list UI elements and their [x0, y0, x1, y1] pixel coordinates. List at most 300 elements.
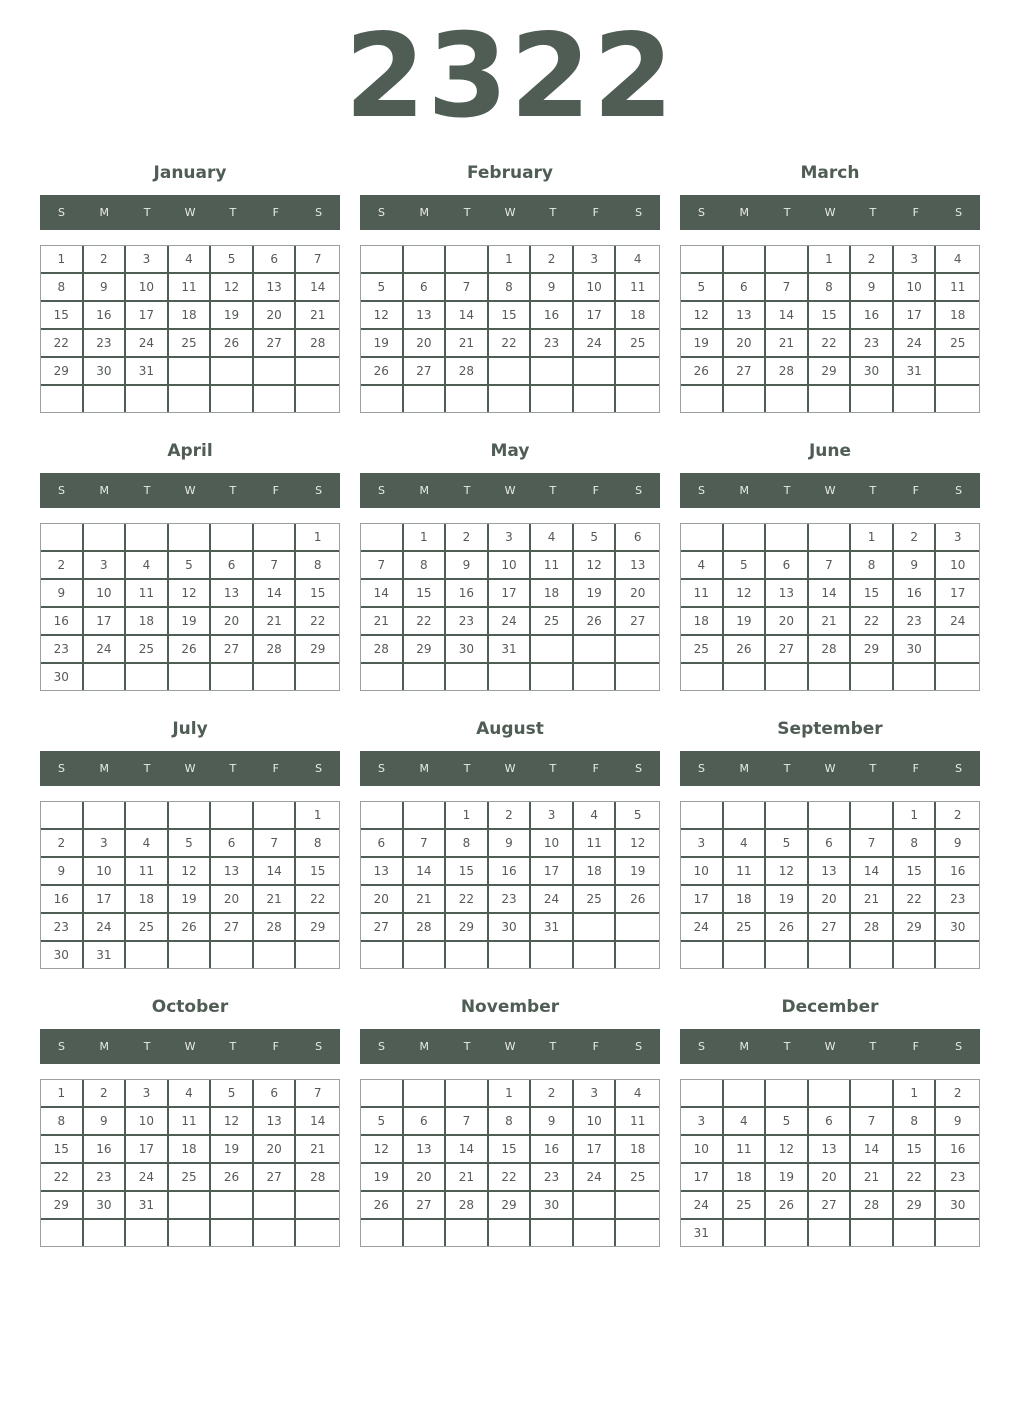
day-cell: 25: [574, 886, 617, 914]
day-cell: 10: [574, 274, 617, 302]
day-cell: [404, 942, 447, 968]
day-cell: [446, 386, 489, 412]
day-cell: 13: [361, 858, 404, 886]
day-cell: 24: [489, 608, 532, 636]
day-cell: 17: [84, 608, 127, 636]
day-cell: 19: [361, 330, 404, 358]
day-cell: 25: [724, 1192, 767, 1220]
day-cell: 14: [254, 858, 297, 886]
day-cell: 8: [404, 552, 447, 580]
weekday-label: F: [592, 206, 599, 219]
day-cell: 5: [574, 524, 617, 552]
day-cell: [936, 942, 979, 968]
weekday-label: F: [912, 206, 919, 219]
weekday-label: T: [229, 484, 237, 497]
day-cell: 30: [936, 914, 979, 942]
day-cell: [531, 636, 574, 664]
day-cell: 7: [296, 246, 339, 274]
day-cell: [616, 636, 659, 664]
day-cell: 12: [681, 302, 724, 330]
weekday-label: F: [912, 1040, 919, 1053]
day-cell: [809, 386, 852, 412]
weekday-label: S: [955, 484, 963, 497]
day-cell: 6: [361, 830, 404, 858]
weekday-label: T: [549, 484, 557, 497]
day-cell: 7: [809, 552, 852, 580]
day-cell: [574, 914, 617, 942]
day-cell: [766, 802, 809, 830]
day-cell: [766, 1220, 809, 1246]
weekday-label: F: [272, 484, 279, 497]
day-cell: 13: [809, 858, 852, 886]
day-cell: 1: [489, 246, 532, 274]
day-cell: 23: [84, 1164, 127, 1192]
weekday-label: W: [824, 206, 836, 219]
day-cell: [681, 664, 724, 690]
day-cell: 26: [724, 636, 767, 664]
day-cell: 1: [296, 802, 339, 830]
day-cell: 15: [296, 858, 339, 886]
day-cell: 20: [616, 580, 659, 608]
day-cell: 17: [681, 886, 724, 914]
month-title: January: [153, 163, 227, 183]
day-cell: 26: [361, 358, 404, 386]
day-cell: 7: [446, 274, 489, 302]
day-cell: 18: [724, 886, 767, 914]
day-cell: 4: [126, 552, 169, 580]
weekday-label: S: [57, 762, 65, 775]
day-cell: 1: [446, 802, 489, 830]
day-cell: 13: [211, 580, 254, 608]
day-cell: 9: [84, 274, 127, 302]
weekday-label: M: [99, 762, 110, 775]
day-cell: 10: [489, 552, 532, 580]
day-cell: 2: [41, 552, 84, 580]
day-cell: 7: [851, 830, 894, 858]
day-cell: [894, 386, 937, 412]
weekday-label: T: [549, 206, 557, 219]
day-cell: 27: [404, 1192, 447, 1220]
day-cell: 5: [766, 830, 809, 858]
day-cell: 13: [254, 274, 297, 302]
day-cell: [404, 1220, 447, 1246]
weekday-label: F: [592, 762, 599, 775]
day-cell: 29: [41, 358, 84, 386]
day-cell: 20: [404, 1164, 447, 1192]
day-cell: 30: [84, 1192, 127, 1220]
day-cell: [169, 386, 212, 412]
day-cell: 10: [681, 1136, 724, 1164]
day-cell: [361, 386, 404, 412]
weekday-label: W: [504, 762, 516, 775]
day-cell: 23: [531, 1164, 574, 1192]
day-cell: [574, 1220, 617, 1246]
day-cell: 6: [809, 1108, 852, 1136]
day-cell: 3: [489, 524, 532, 552]
day-cell: [126, 1220, 169, 1246]
day-cell: 30: [531, 1192, 574, 1220]
weekday-label: S: [377, 484, 385, 497]
day-cell: [361, 802, 404, 830]
day-cell: 24: [84, 636, 127, 664]
day-cell: [489, 358, 532, 386]
day-cell: 28: [851, 1192, 894, 1220]
day-cell: 12: [169, 858, 212, 886]
day-cell: 14: [446, 302, 489, 330]
day-cell: 20: [809, 1164, 852, 1192]
day-cell: 8: [489, 1108, 532, 1136]
day-cell: 23: [84, 330, 127, 358]
day-cell: 4: [126, 830, 169, 858]
day-cell: 29: [296, 636, 339, 664]
day-cell: [681, 246, 724, 274]
day-cell: [574, 386, 617, 412]
day-cell: 24: [681, 914, 724, 942]
day-cell: 11: [574, 830, 617, 858]
day-cell: 5: [169, 552, 212, 580]
day-cell: 18: [574, 858, 617, 886]
day-cell: [616, 1220, 659, 1246]
day-cell: 9: [894, 552, 937, 580]
day-cell: [809, 524, 852, 552]
day-cell: 11: [936, 274, 979, 302]
day-cell: [616, 664, 659, 690]
day-cell: 6: [211, 830, 254, 858]
day-cell: [766, 386, 809, 412]
day-cell: 13: [724, 302, 767, 330]
day-cell: 18: [169, 1136, 212, 1164]
day-cell: 21: [361, 608, 404, 636]
day-cell: 2: [84, 246, 127, 274]
day-cell: 3: [894, 246, 937, 274]
day-cell: 24: [936, 608, 979, 636]
day-cell: [851, 942, 894, 968]
day-cell: [169, 664, 212, 690]
weekday-label: F: [272, 206, 279, 219]
day-cell: [169, 1192, 212, 1220]
weekday-label: T: [869, 1040, 877, 1053]
day-cell: [574, 664, 617, 690]
day-cell: 10: [126, 274, 169, 302]
day-cell: 14: [296, 1108, 339, 1136]
day-cell: [169, 524, 212, 552]
day-cell: [361, 1220, 404, 1246]
day-cell: 23: [489, 886, 532, 914]
day-cell: 5: [361, 1108, 404, 1136]
day-cell: 18: [126, 608, 169, 636]
day-cell: 27: [211, 636, 254, 664]
day-cell: 12: [211, 274, 254, 302]
weekday-header: [360, 1029, 660, 1064]
day-cell: 23: [894, 608, 937, 636]
day-cell: 23: [446, 608, 489, 636]
day-cell: 2: [531, 246, 574, 274]
day-cell: 15: [851, 580, 894, 608]
day-cell: 8: [446, 830, 489, 858]
day-cell: 15: [489, 302, 532, 330]
day-cell: 10: [681, 858, 724, 886]
weekday-label: W: [184, 206, 196, 219]
day-cell: 3: [574, 1080, 617, 1108]
day-cell: 13: [404, 302, 447, 330]
day-cell: 2: [531, 1080, 574, 1108]
day-cell: 16: [446, 580, 489, 608]
day-cell: [489, 386, 532, 412]
day-cell: [851, 802, 894, 830]
day-cell: 26: [169, 636, 212, 664]
weekday-label: M: [419, 1040, 430, 1053]
day-cell: 16: [531, 302, 574, 330]
weekday-header: [40, 751, 340, 786]
day-cell: [724, 524, 767, 552]
day-cell: 11: [126, 858, 169, 886]
day-cell: 5: [766, 1108, 809, 1136]
day-cell: [211, 358, 254, 386]
day-cell: [851, 1220, 894, 1246]
day-cell: [84, 524, 127, 552]
day-cell: 21: [296, 302, 339, 330]
day-cell: 15: [809, 302, 852, 330]
day-cell: 20: [809, 886, 852, 914]
day-cell: 26: [616, 886, 659, 914]
day-cell: [361, 664, 404, 690]
day-cell: 2: [446, 524, 489, 552]
day-cell: 12: [211, 1108, 254, 1136]
day-cell: 18: [616, 1136, 659, 1164]
day-cell: 11: [126, 580, 169, 608]
day-cell: 27: [809, 1192, 852, 1220]
day-cell: [851, 1080, 894, 1108]
day-cell: 17: [489, 580, 532, 608]
day-cell: 7: [254, 830, 297, 858]
day-cell: [724, 802, 767, 830]
day-cell: 1: [41, 1080, 84, 1108]
day-cell: 19: [766, 886, 809, 914]
weekday-label: T: [463, 1040, 471, 1053]
day-cell: 6: [211, 552, 254, 580]
day-cell: 20: [211, 608, 254, 636]
day-cell: 30: [84, 358, 127, 386]
day-cell: 18: [126, 886, 169, 914]
day-cell: 28: [809, 636, 852, 664]
day-cell: [361, 942, 404, 968]
day-cell: 28: [766, 358, 809, 386]
month-title: July: [172, 719, 208, 739]
day-cell: 7: [446, 1108, 489, 1136]
day-cell: [894, 1220, 937, 1246]
day-grid: [40, 245, 340, 413]
day-cell: 8: [296, 552, 339, 580]
day-cell: [809, 1080, 852, 1108]
weekday-label: W: [184, 762, 196, 775]
day-cell: 7: [296, 1080, 339, 1108]
weekday-label: T: [463, 484, 471, 497]
day-cell: [894, 664, 937, 690]
day-cell: [254, 386, 297, 412]
day-cell: [126, 802, 169, 830]
weekday-label: W: [504, 484, 516, 497]
day-cell: 14: [404, 858, 447, 886]
day-cell: 30: [41, 664, 84, 690]
day-cell: [404, 1080, 447, 1108]
year-title: 2322: [344, 9, 676, 144]
day-cell: [211, 1192, 254, 1220]
day-cell: 1: [41, 246, 84, 274]
weekday-label: M: [419, 484, 430, 497]
day-cell: 27: [254, 330, 297, 358]
day-cell: 12: [766, 858, 809, 886]
day-cell: 4: [531, 524, 574, 552]
day-cell: 15: [894, 1136, 937, 1164]
day-cell: 11: [531, 552, 574, 580]
day-cell: 25: [126, 636, 169, 664]
day-cell: 26: [211, 330, 254, 358]
day-cell: 19: [574, 580, 617, 608]
day-cell: 8: [41, 274, 84, 302]
day-cell: 13: [616, 552, 659, 580]
day-cell: 11: [681, 580, 724, 608]
day-cell: 7: [766, 274, 809, 302]
day-cell: 13: [211, 858, 254, 886]
day-cell: 22: [851, 608, 894, 636]
weekday-label: T: [143, 1040, 151, 1053]
day-cell: 31: [531, 914, 574, 942]
day-cell: 29: [296, 914, 339, 942]
day-cell: 18: [616, 302, 659, 330]
day-cell: 29: [404, 636, 447, 664]
day-cell: 27: [616, 608, 659, 636]
day-cell: 10: [894, 274, 937, 302]
day-cell: [254, 664, 297, 690]
day-cell: 4: [724, 830, 767, 858]
weekday-label: S: [635, 206, 643, 219]
day-cell: 6: [809, 830, 852, 858]
day-cell: 19: [211, 1136, 254, 1164]
day-cell: [41, 386, 84, 412]
weekday-label: F: [912, 484, 919, 497]
day-cell: 23: [41, 636, 84, 664]
day-cell: [616, 386, 659, 412]
day-cell: 28: [446, 1192, 489, 1220]
day-cell: 3: [531, 802, 574, 830]
day-cell: 24: [574, 330, 617, 358]
day-cell: 16: [851, 302, 894, 330]
weekday-label: S: [697, 484, 705, 497]
day-cell: 9: [41, 858, 84, 886]
day-cell: [126, 524, 169, 552]
day-cell: 4: [169, 246, 212, 274]
day-cell: 27: [766, 636, 809, 664]
weekday-label: T: [143, 762, 151, 775]
day-cell: 24: [126, 1164, 169, 1192]
day-cell: [809, 802, 852, 830]
day-cell: 18: [169, 302, 212, 330]
day-cell: 15: [404, 580, 447, 608]
day-cell: [254, 1220, 297, 1246]
day-cell: 4: [724, 1108, 767, 1136]
day-cell: 3: [126, 246, 169, 274]
day-cell: 21: [766, 330, 809, 358]
day-cell: [531, 942, 574, 968]
day-cell: 4: [616, 246, 659, 274]
day-cell: [809, 942, 852, 968]
day-cell: 20: [361, 886, 404, 914]
day-cell: 19: [616, 858, 659, 886]
weekday-label: S: [315, 484, 323, 497]
day-cell: 20: [404, 330, 447, 358]
day-cell: [446, 1080, 489, 1108]
weekday-label: T: [783, 762, 791, 775]
day-cell: 19: [169, 608, 212, 636]
day-cell: 20: [254, 302, 297, 330]
day-cell: 9: [531, 274, 574, 302]
day-cell: 15: [41, 1136, 84, 1164]
weekday-label: T: [783, 484, 791, 497]
day-cell: 28: [404, 914, 447, 942]
weekday-label: T: [869, 762, 877, 775]
day-cell: [404, 386, 447, 412]
day-cell: 19: [169, 886, 212, 914]
day-cell: 16: [936, 1136, 979, 1164]
weekday-label: S: [955, 206, 963, 219]
day-cell: 6: [404, 274, 447, 302]
day-cell: 11: [169, 1108, 212, 1136]
day-cell: 21: [851, 1164, 894, 1192]
day-cell: 9: [489, 830, 532, 858]
month-title: December: [781, 997, 879, 1017]
day-cell: 21: [254, 886, 297, 914]
day-cell: [446, 1220, 489, 1246]
day-cell: [211, 942, 254, 968]
weekday-header: [680, 751, 980, 786]
day-cell: 28: [296, 1164, 339, 1192]
day-cell: [211, 524, 254, 552]
day-cell: [84, 802, 127, 830]
day-cell: [724, 664, 767, 690]
day-cell: [531, 664, 574, 690]
month-title: November: [460, 997, 560, 1017]
day-cell: 30: [446, 636, 489, 664]
day-cell: 1: [489, 1080, 532, 1108]
day-grid: [360, 523, 660, 691]
weekday-label: W: [824, 484, 836, 497]
day-cell: [851, 386, 894, 412]
day-cell: 29: [894, 914, 937, 942]
day-cell: 17: [84, 886, 127, 914]
day-cell: 2: [41, 830, 84, 858]
weekday-label: W: [824, 762, 836, 775]
day-cell: 6: [404, 1108, 447, 1136]
day-cell: 28: [254, 914, 297, 942]
day-cell: 19: [211, 302, 254, 330]
day-cell: 25: [616, 330, 659, 358]
weekday-label: S: [315, 762, 323, 775]
day-cell: 19: [766, 1164, 809, 1192]
day-cell: 9: [446, 552, 489, 580]
weekday-label: S: [57, 1040, 65, 1053]
day-cell: [681, 1080, 724, 1108]
day-cell: 22: [894, 886, 937, 914]
day-cell: 3: [84, 552, 127, 580]
day-cell: 22: [809, 330, 852, 358]
day-cell: 29: [446, 914, 489, 942]
day-cell: [446, 942, 489, 968]
day-cell: [766, 524, 809, 552]
day-cell: [851, 664, 894, 690]
day-cell: [296, 358, 339, 386]
day-cell: [936, 386, 979, 412]
weekday-label: S: [57, 206, 65, 219]
